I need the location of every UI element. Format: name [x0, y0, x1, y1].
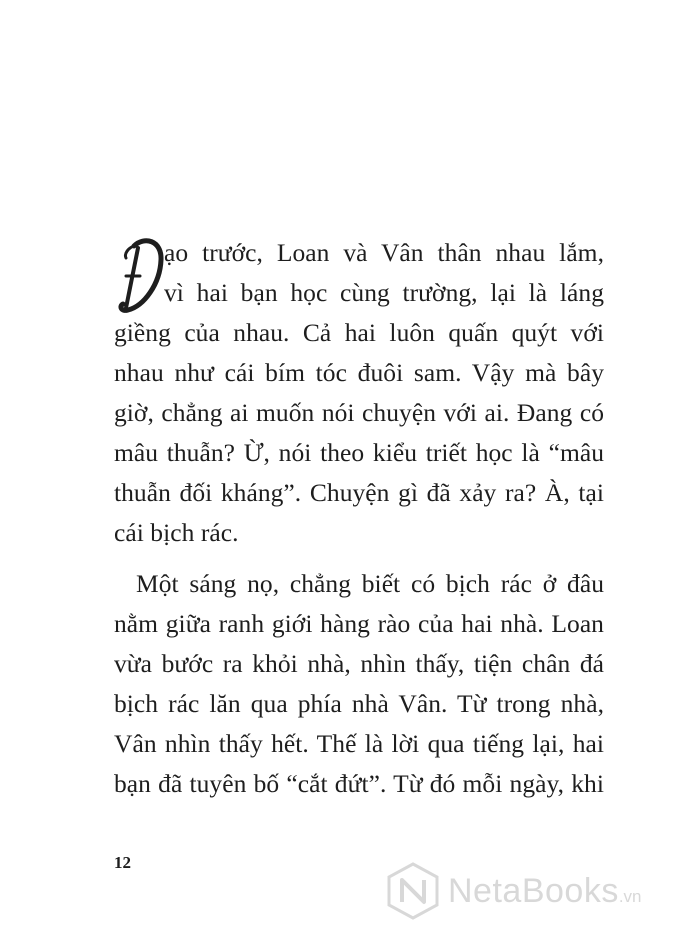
- paragraph-2-line: bạn đã tuyên bố “cắt đứt”. Từ đó mỗi ngày, khi: [114, 769, 604, 798]
- paragraph-2-line: Vân nhìn thấy hết. Thế là lời qua tiếng lại, hai: [114, 729, 604, 758]
- paragraph-2-line: vừa bước ra khỏi nhà, nhìn thấy, tiện chân đá: [114, 649, 604, 678]
- paragraph-2-line: Một sáng nọ, chẳng biết có bịch rác ở đâu: [136, 569, 604, 598]
- watermark-brand: NetaBooks: [448, 872, 619, 910]
- paragraph-1: [114, 233, 604, 553]
- watermark-suffix: .vn: [618, 887, 642, 906]
- paragraph-2-line: nằm giữa ranh giới hàng rào của hai nhà. Loan: [114, 609, 604, 638]
- watermark-text: [448, 872, 642, 911]
- paragraph-1-line: thuẫn đối kháng”. Chuyện gì đã xảy ra? À, tại: [114, 478, 604, 507]
- paragraph-1-line: giờ, chẳng ai muốn nói chuyện với ai. Đang có: [114, 398, 604, 427]
- page-number: 12: [114, 853, 131, 872]
- paragraph-2-line: bịch rác lăn qua phía nhà Vân. Từ trong nhà,: [114, 689, 604, 718]
- paragraph-1-line: cái bịch rác.: [114, 518, 239, 547]
- netabooks-watermark: [384, 862, 696, 922]
- paragraph-2: [114, 564, 604, 804]
- paragraph-1-line: vì hai bạn học cùng trường, lại là láng: [164, 278, 604, 307]
- paragraph-1-line: ạo trước, Loan và Vân thân nhau lắm,: [164, 238, 604, 267]
- paragraph-1-line: mâu thuẫn? Ừ, nói theo kiểu triết học là “mâu: [114, 438, 604, 467]
- netabooks-logo-icon: [384, 862, 442, 920]
- paragraph-1-line: nhau như cái bím tóc đuôi sam. Vậy mà bây: [114, 358, 604, 387]
- paragraph-1-line: giềng của nhau. Cả hai luôn quấn quýt với: [114, 318, 604, 347]
